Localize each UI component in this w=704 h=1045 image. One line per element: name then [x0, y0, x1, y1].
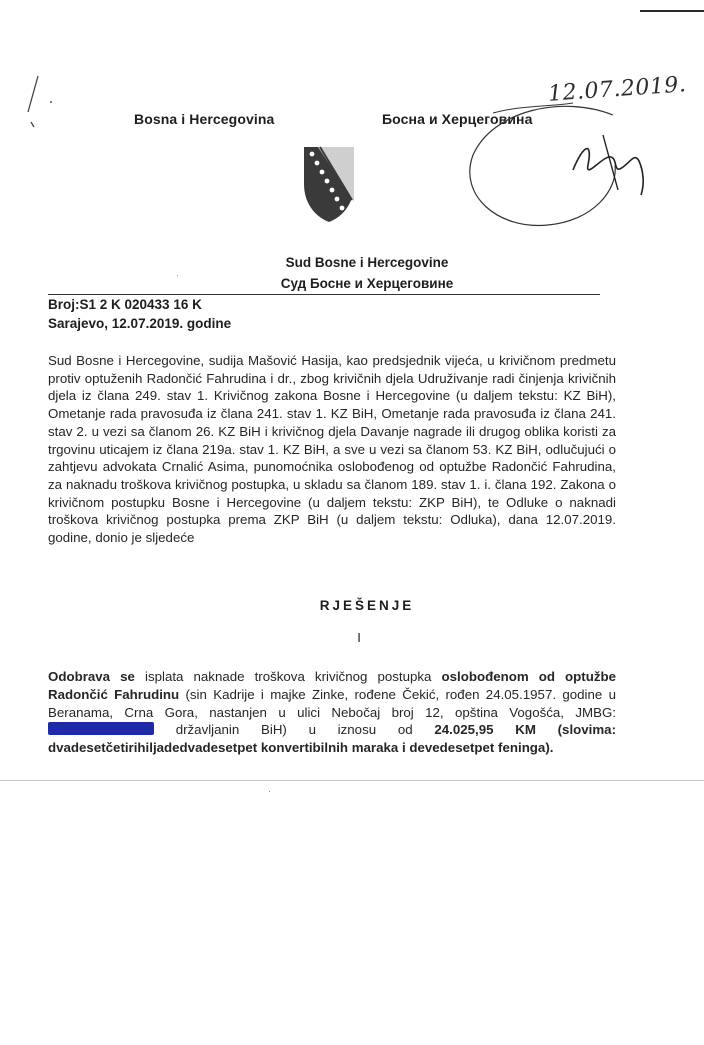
decision-text-2: (sin Kadrije i majke Zinke, rođene Čekić, rođen 24.05.1957. godine u Beranama, Crna Gora, nastanjen u ulici Nebočaj broj 12, opština Vogošća, JMBG: — [48, 686, 616, 720]
case-number: Broj:S1 2 K 020433 16 K — [48, 297, 202, 312]
section-number: I — [357, 630, 361, 645]
decision-text-3: državljanin BiH) u iznosu od — [154, 722, 435, 738]
header-divider — [48, 294, 600, 295]
decision-paragraph — [48, 668, 616, 757]
decision-heading: RJEŠENJE — [319, 598, 415, 613]
decision-amount-in-words: (slovima: dvadesetčetirihiljadedvadesetpet konvertibilnih maraka i devedesetpet feninga). — [48, 722, 616, 756]
coat-of-arms-icon — [300, 144, 358, 224]
handwritten-date: 12.07.2019. — [547, 72, 688, 107]
redacted-jmbg — [48, 722, 154, 735]
decision-amount: 24.025,95 KM — [434, 722, 536, 738]
scan-edge-line — [640, 10, 704, 12]
page-divider — [0, 780, 704, 781]
intro-paragraph: Sud Bosne i Hercegovine, sudija Mašović Hasija, kao predsjednik vijeća, u krivičnom predmetu protiv optuženih Radončić Fahrudina i dr., zbog krivičnih djela Udruživanje radi činjenja krivičnih djela iz člana 249. stav 1. Krivičnog zakona Bosne i Hercegovine (u daljem tekstu: KZ BiH), Ometanje rada pravosuđa iz člana 241. stav 1. KZ BiH, Ometanje rada pravosuđa iz člana 241. stav 2. u vezi sa članom 26. KZ BiH i krivičnog djela Davanje nagrade ili drugog oblika koristi za trgovinu uticajem iz člana 219a. stav 1. KZ BiH, a sve u vezi sa članom 53. KZ BiH, odlučujući o zahtjevu advokata Crnalić Asima, punomoćnika oslobođenog od optužbe Radončić Fahrudina, za naknadu troškova krivičnog postupka, u skladu sa članom 189. stav 1. i. člana 192. Zakona o krivičnom postupku Bosne i Hercegovine (u daljem tekstu: ZKP BiH), te Odluke o naknadi troškova krivičnog postupka prema ZKP BiH (u daljem tekstu: Odluka), dana 12.07.2019. godine, donio je sljedeće — [48, 353, 616, 546]
court-name-latin: Sud Bosne i Hercegovine — [285, 255, 449, 270]
scan-speck: · — [268, 786, 271, 796]
place-and-date: Sarajevo, 12.07.2019. godine — [48, 316, 232, 331]
country-name-latin: Bosna i Hercegovina — [134, 111, 275, 127]
decision-approval: Odobrava se — [48, 669, 135, 684]
decision-text-1: isplata naknade troškova krivičnog postupka — [134, 669, 442, 684]
court-name-cyrillic: Суд Босне и Херцеговине — [280, 276, 454, 291]
scan-speck: · — [176, 270, 179, 280]
pen-mark — [18, 72, 58, 132]
country-name-cyrillic: Босна и Херцеговина — [382, 111, 533, 127]
signature — [453, 95, 663, 235]
decision-beneficiary: oslobođenom od optužbe Radončić Fahrudinu — [48, 669, 617, 702]
